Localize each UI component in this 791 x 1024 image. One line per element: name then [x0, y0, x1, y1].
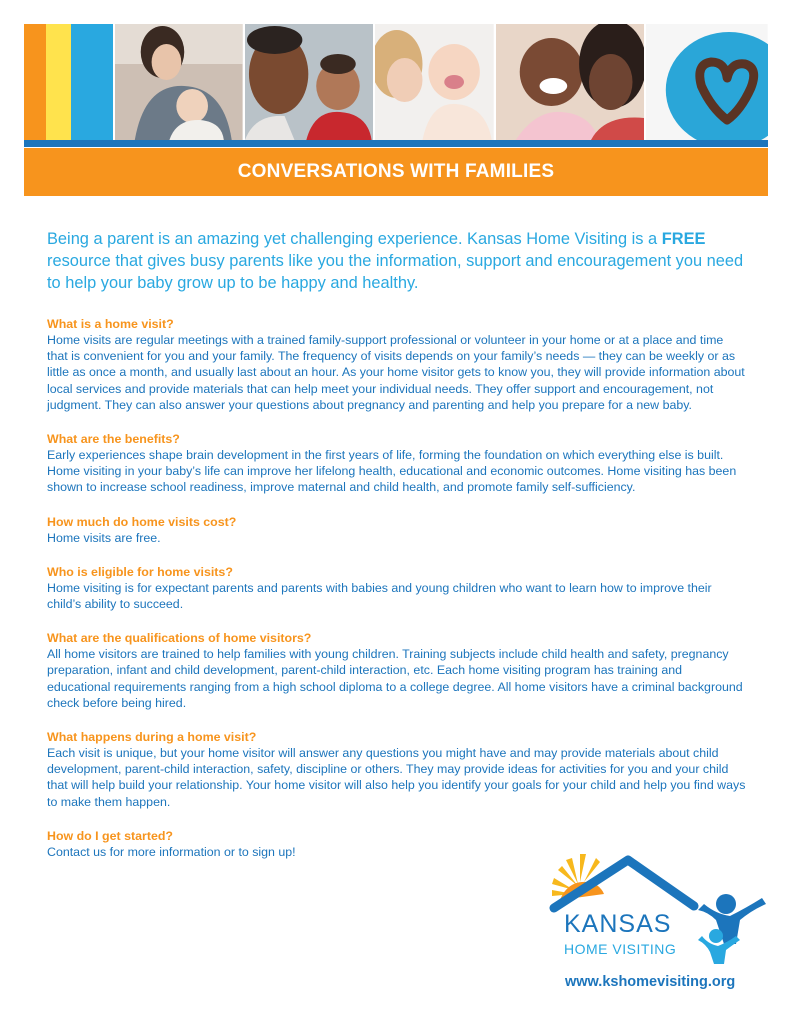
page-title: CONVERSATIONS WITH FAMILIES	[237, 161, 555, 182]
faq-answer: Home visits are free.	[47, 530, 161, 545]
mother-and-smiling-baby-photo	[494, 24, 644, 140]
website-link[interactable]: www.kshomevisiting.org	[565, 974, 736, 990]
orange-stripe	[24, 24, 46, 140]
faq-question: How much do home visits cost?	[47, 514, 237, 529]
faq-answer: Home visits are regular meetings with a trained family-support professional or volunteer in your home or at a place and time that is convenient for you and your family. The frequency of visits depends on your family’s needs — they can be weekly or as little as once a month, and usually last about an hour. As your home visitor gets to know you, they will provide information about local services and provide materials that can help meet your individual needs. They offer support and encouragement, not judgment. They can also answer your questions about pregnancy and parenting and help you prepare for a new baby.	[47, 333, 745, 412]
blue-stripe	[71, 24, 113, 140]
pregnant-belly-heart-hands-photo	[644, 24, 768, 140]
faq-section	[47, 431, 747, 496]
mother-and-baby-photo	[113, 24, 243, 140]
faq-section	[47, 729, 747, 810]
logo-home-visiting-text: HOME VISITING	[564, 941, 677, 957]
header-photo-strip	[24, 24, 768, 140]
faq-answer: Home visiting is for expectant parents and parents with babies and young children who want to learn how to improve their child’s ability to succeed.	[47, 580, 712, 612]
faq-question: What happens during a home visit?	[47, 730, 257, 745]
faq-answer: Early experiences shape brain development in the first years of life, forming the foundation on which everything else is built. Home visiting in your baby’s life can improve her lifelong health, educational and economic outcomes. Home visiting has been shown to increase school readiness, improve maternal and child health, and promote family self-sufficiency.	[47, 448, 737, 495]
faq-question: Who is eligible for home visits?	[47, 564, 233, 579]
faq-answer: Contact us for more information or to sign up!	[47, 844, 296, 859]
intro-text-bold: FREE	[661, 230, 706, 248]
title-band	[24, 148, 768, 196]
faq-section	[47, 514, 747, 546]
faq-question: What is a home visit?	[47, 317, 174, 331]
faq-question: How do I get started?	[47, 828, 173, 843]
mother-kissing-baby-photo	[373, 24, 494, 140]
kansas-home-visiting-logo	[548, 848, 772, 966]
yellow-stripe	[46, 24, 72, 140]
intro-text-after: resource that gives busy parents like you the information, support and encouragement you need to help your baby grow up to be happy and healthy.	[47, 252, 744, 292]
faq-section	[47, 564, 747, 612]
faq-question: What are the benefits?	[47, 432, 180, 447]
faq-question: What are the qualifications of home visitors?	[47, 631, 312, 646]
logo-kansas-text: KANSAS	[564, 910, 672, 938]
faq-section	[47, 316, 747, 413]
faq-list	[47, 316, 747, 878]
header-blue-line	[24, 140, 768, 147]
intro-paragraph	[47, 228, 747, 294]
faq-answer: All home visitors are trained to help families with young children. Training subjects include child health and safety, pregnancy preparation, infant and child development, parent-child interaction, etc. Each home visiting program has training and educational requirements ranging from a high school diploma to a college degree. All home visitors have a criminal background check before being hired.	[47, 647, 743, 710]
father-and-baby-photo	[243, 24, 374, 140]
intro-text-before: Being a parent is an amazing yet challenging experience. Kansas Home Visiting is a	[47, 230, 662, 248]
faq-section	[47, 630, 747, 711]
faq-answer: Each visit is unique, but your home visitor will answer any questions you might have and may provide materials about child development, parent-child interaction, safety, discipline or others. They may provide ideas for activities for you and your child that will help build your relationship. Your home visitor will also help you identify your goals for your child and help you find ways to make them happen.	[47, 746, 746, 809]
